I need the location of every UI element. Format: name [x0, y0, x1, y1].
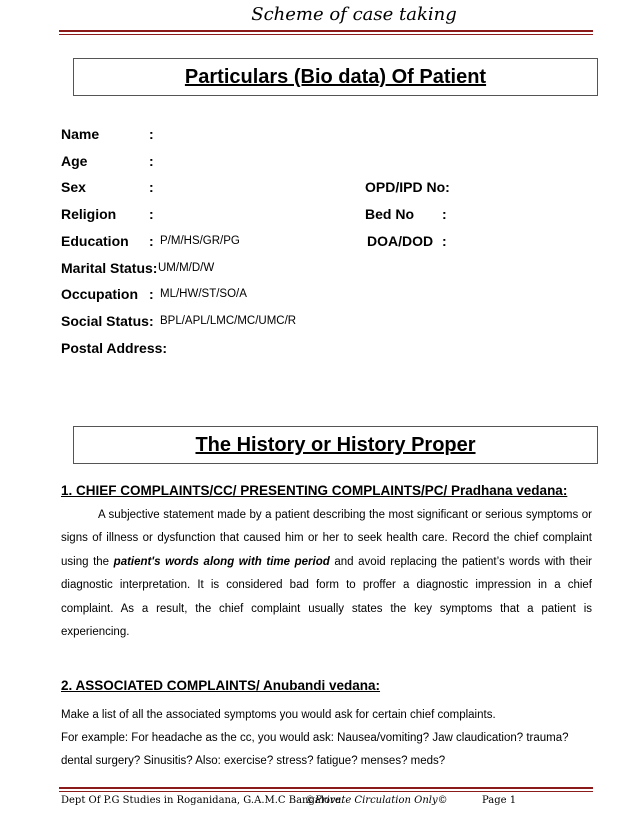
associated-line-1: Make a list of all the associated symptoms you would ask for certain chief complaints.: [61, 709, 496, 721]
field-colon-education: :: [149, 233, 154, 249]
associated-complaints-heading: 2. ASSOCIATED COMPLAINTS/ Anubandi vedana:: [61, 678, 381, 693]
chief-complaints-text-1: A subjective statement made by a patient describing the most significant or serious symptoms or signs of illness or dysfunction that caused him or her to seek health care. Record the chief complaint using the: [61, 509, 592, 568]
field-label-occupation: Occupation: [61, 286, 139, 302]
associated-line-3: dental surgery? Sinusitis? Also: exercise? stress? fatigue? menses? meds?: [61, 755, 446, 767]
history-section-title: The History or History Proper: [73, 426, 598, 464]
field-colon-doa-dod: :: [442, 233, 447, 249]
chief-complaints-heading: 1. CHIEF COMPLAINTS/CC/ PRESENTING COMPLAINTS/PC/ Pradhana vedana:: [61, 483, 568, 498]
field-label-marital: Marital Status:: [61, 260, 158, 276]
associated-line-2: For example: For headache as the cc, you would ask: Nausea/vomiting? Jaw claudication? trauma?: [61, 732, 569, 744]
chief-complaints-emphasis: patient's words along with time period: [113, 555, 330, 568]
field-label-education: Education: [61, 233, 129, 249]
field-colon-name: :: [149, 126, 154, 142]
field-colon-sex: :: [149, 179, 154, 195]
field-value-education: P/M/HS/GR/PG: [160, 235, 240, 247]
field-colon-social-status: :: [149, 313, 154, 329]
field-label-social-status: Social Status: [61, 313, 149, 329]
document-header-title: Scheme of case taking: [251, 4, 457, 25]
header-rule-thick: [59, 30, 593, 32]
field-label-doa-dod: DOA/DOD: [367, 233, 434, 249]
field-label-postal-address: Postal Address:: [61, 340, 168, 356]
field-value-occupation: ML/HW/ST/SO/A: [160, 288, 247, 300]
field-colon-age: :: [149, 153, 154, 169]
field-colon-occupation: :: [149, 286, 154, 302]
bio-section-title: Particulars (Bio data) Of Patient: [73, 58, 598, 96]
chief-complaints-text-2: and avoid replacing the patient’s words with their diagnostic interpretation. It is considered bad form to proffer a diagnostic impression in a chief complaint. As a result, the chief complaint usually states the key symptoms that a patient is experiencing.: [61, 555, 592, 639]
chief-complaints-paragraph: [61, 504, 592, 644]
header-rule-thin: [59, 34, 593, 35]
footer-department: Dept Of P.G Studies in Roganidana, G.A.M.C Bangalore.: [61, 795, 344, 806]
field-label-name: Name: [61, 126, 100, 142]
field-label-opd-ipd: OPD/IPD No:: [365, 179, 450, 195]
footer-rule-thick: [59, 787, 593, 789]
field-label-sex: Sex: [61, 179, 86, 195]
field-colon-bed-no: :: [442, 206, 447, 222]
field-value-social-status: BPL/APL/LMC/MC/UMC/R: [160, 315, 297, 327]
footer-rule-thin: [59, 791, 593, 792]
field-colon-religion: :: [149, 206, 154, 222]
field-label-bed-no: Bed No: [365, 206, 414, 222]
field-label-age: Age: [61, 153, 88, 169]
footer-circulation: ©Private Circulation Only©: [305, 795, 448, 806]
field-label-religion: Religion: [61, 206, 117, 222]
footer-page-number: Page 1: [482, 795, 517, 806]
field-value-marital: UM/M/D/W: [158, 262, 215, 274]
